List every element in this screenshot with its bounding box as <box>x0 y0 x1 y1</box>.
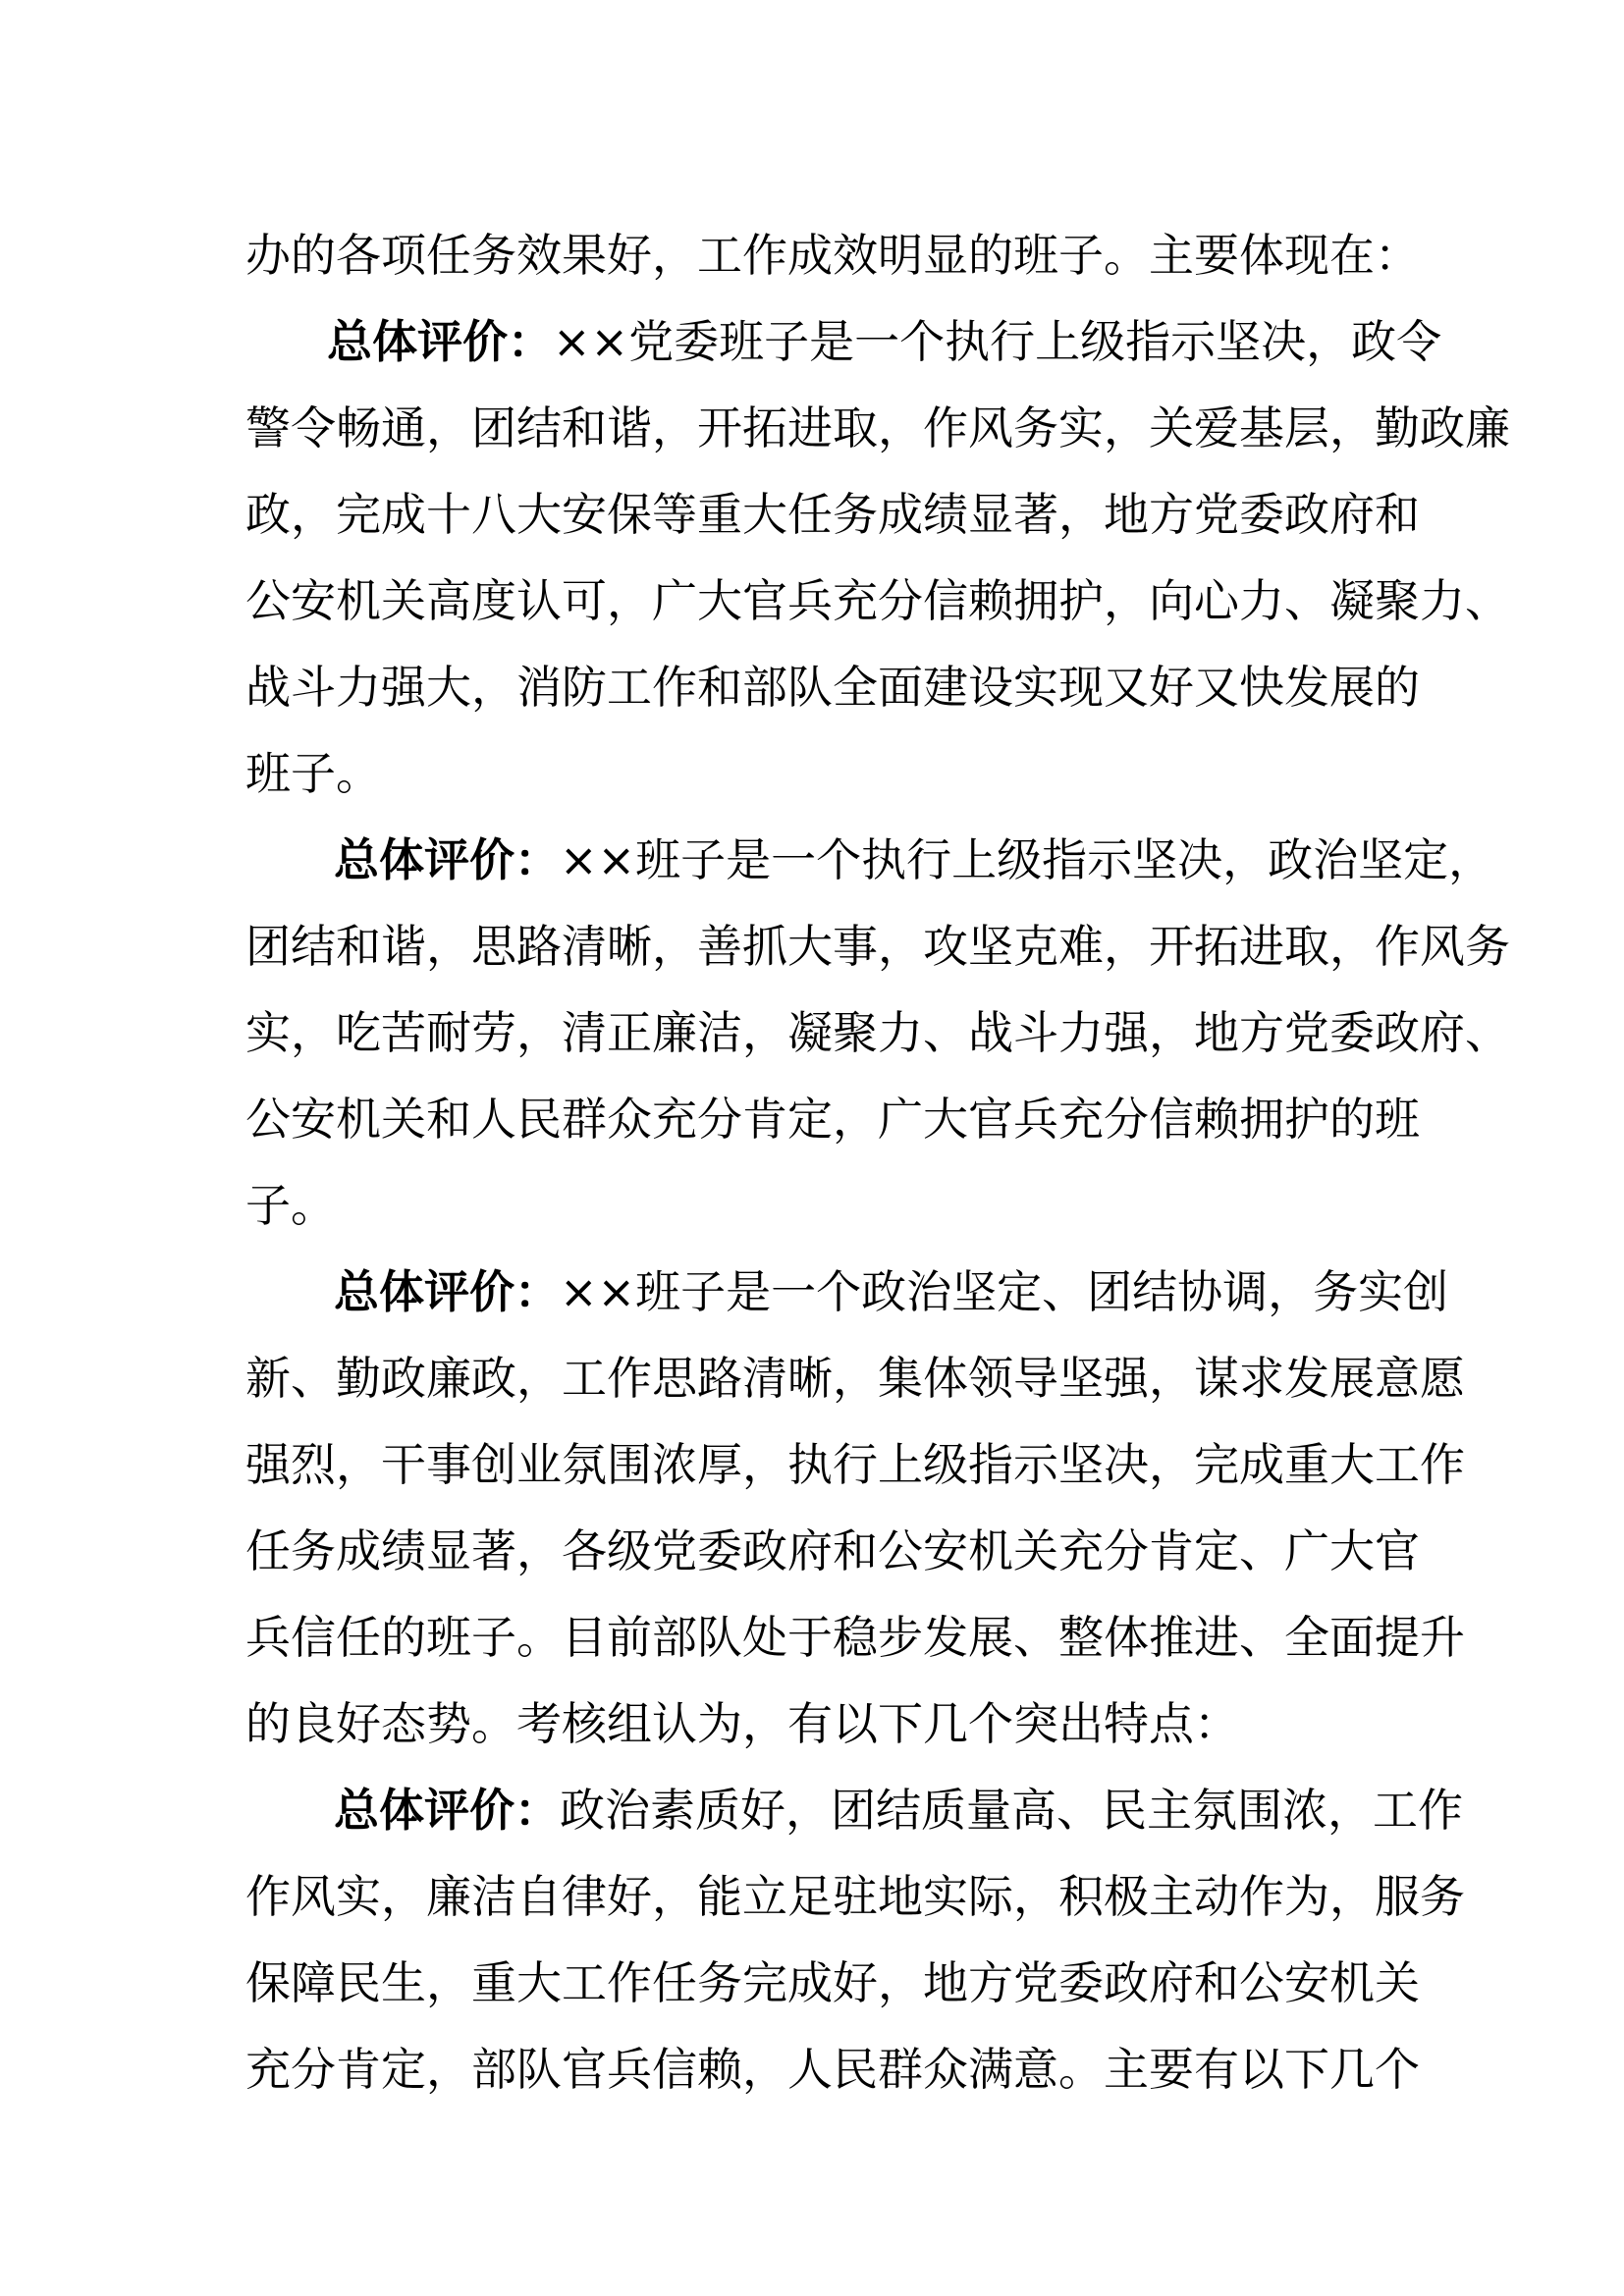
paragraph-text: ××班子是一个执行上级指示坚决，政治坚定， <box>560 833 1494 886</box>
evaluation-label: 总体评价： <box>334 1784 560 1837</box>
continuation-line: 办的各项任务效果好，工作成效明显的班子。主要体现在： <box>245 229 1420 282</box>
paragraph-4-line: 作风实，廉洁自律好，能立足驻地实际，积极主动作为，服务 <box>245 1870 1465 1923</box>
paragraph-4-first-line <box>334 1781 1463 1840</box>
paragraph-2-first-line <box>334 830 1493 889</box>
paragraph-text: ××党委班子是一个执行上级指示坚决，政令 <box>553 315 1442 368</box>
paragraph-2-line: 团结和谐，思路清晰，善抓大事，攻坚克难，开拓进取，作风务 <box>245 920 1510 973</box>
paragraph-4-line: 充分肯定，部队官兵信赖，人民群众满意。主要有以下几个 <box>245 2043 1420 2096</box>
paragraph-1-line: 战斗力强大，消防工作和部队全面建设实现又好又快发展的 <box>245 661 1420 714</box>
paragraph-4-line: 保障民生，重大工作任务完成好，地方党委政府和公安机关 <box>245 1956 1420 2009</box>
paragraph-1-line: 班子。 <box>245 747 381 800</box>
paragraph-2-line: 实，吃苦耐劳，清正廉洁，凝聚力、战斗力强，地方党委政府、 <box>245 1006 1510 1059</box>
paragraph-1-line: 公安机关高度认可，广大官兵充分信赖拥护，向心力、凝聚力、 <box>245 574 1510 627</box>
paragraph-text: ××班子是一个政治坚定、团结协调，务实创 <box>560 1265 1449 1318</box>
paragraph-3-first-line <box>334 1262 1448 1321</box>
paragraph-3-line: 强烈，干事创业氛围浓厚，执行上级指示坚决，完成重大工作 <box>245 1438 1465 1491</box>
paragraph-3-line: 任务成绩显著，各级党委政府和公安机关充分肯定、广大官 <box>245 1524 1420 1577</box>
paragraph-1-line: 政，完成十八大安保等重大任务成绩显著，地方党委政府和 <box>245 488 1420 541</box>
paragraph-text: 政治素质好，团结质量高、民主氛围浓，工作 <box>560 1784 1463 1837</box>
paragraph-3-line: 新、勤政廉政，工作思路清晰，集体领导坚强，谋求发展意愿 <box>245 1352 1465 1405</box>
paragraph-1-first-line <box>327 312 1441 371</box>
paragraph-1-line: 警令畅通，团结和谐，开拓进取，作风务实，关爱基层，勤政廉 <box>245 401 1510 454</box>
evaluation-label: 总体评价： <box>334 1265 560 1318</box>
evaluation-label: 总体评价： <box>327 315 553 368</box>
evaluation-label: 总体评价： <box>334 833 560 886</box>
paragraph-2-line: 公安机关和人民群众充分肯定，广大官兵充分信赖拥护的班 <box>245 1093 1420 1146</box>
paragraph-3-line: 的良好态势。考核组认为，有以下几个突出特点： <box>245 1697 1239 1750</box>
paragraph-2-line: 子。 <box>245 1179 336 1232</box>
paragraph-3-line: 兵信任的班子。目前部队处于稳步发展、整体推进、全面提升 <box>245 1611 1465 1664</box>
